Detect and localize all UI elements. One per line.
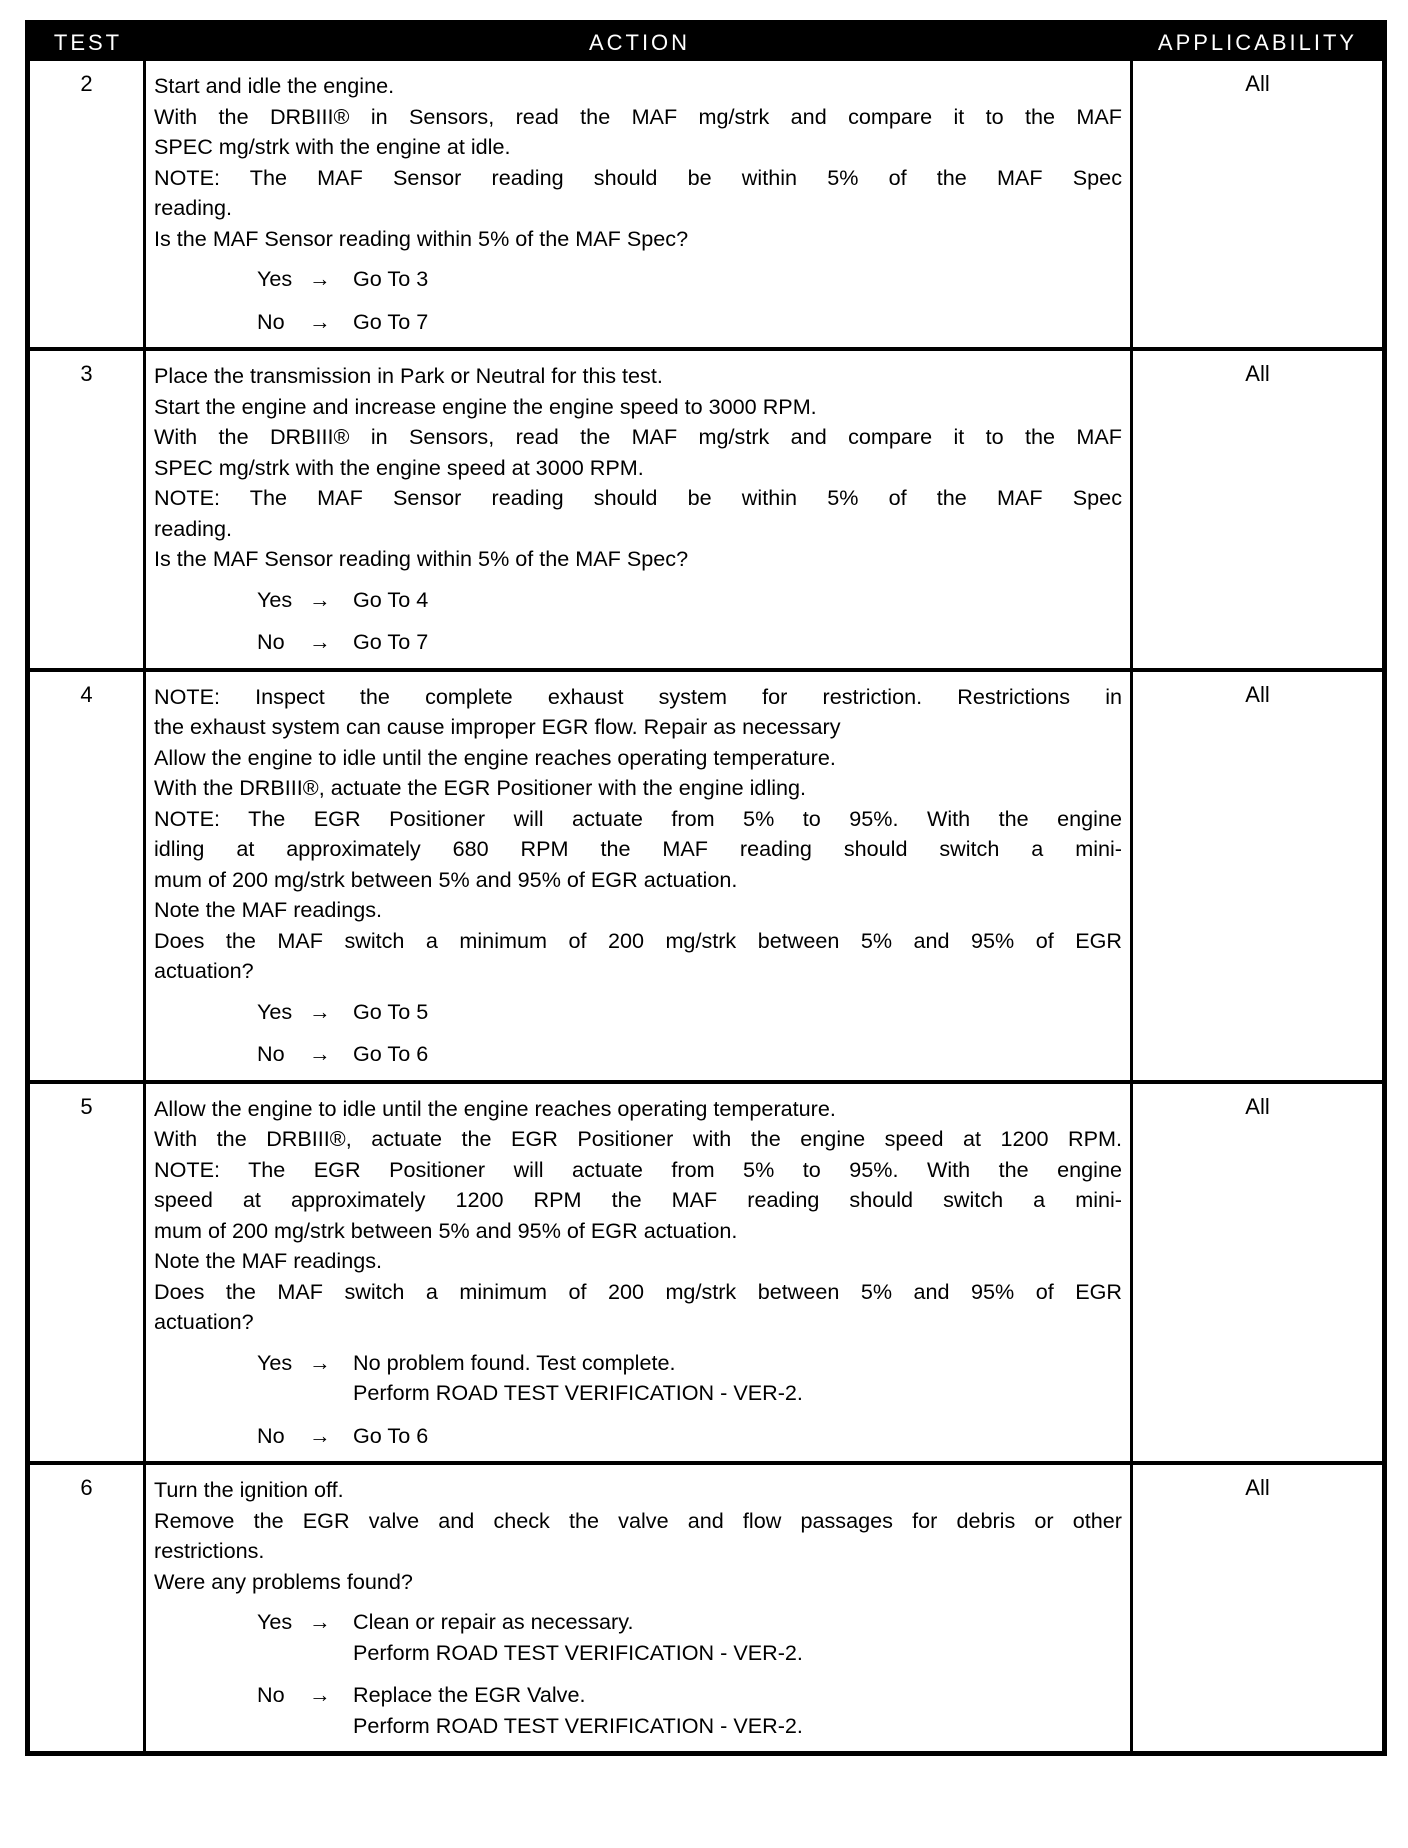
action-text-line: With the DRBIII®, actuate the EGR Positioner with the engine speed at 1200 RPM. [154,1126,1122,1151]
response-action-line: No problem found. Test complete. [353,1349,676,1375]
response-action-line: Perform ROAD TEST VERIFICATION - VER-2. [353,1712,803,1738]
action-text-line: the exhaust system can cause improper EGR flow. Repair as necessary [154,714,841,739]
action-text-line: Turn the ignition off. [154,1477,344,1502]
action-cell [146,672,1133,1080]
response-no [154,1039,1122,1070]
arrow-right-icon: → [309,308,331,334]
action-text-line: Note the MAF readings. [154,897,383,922]
response-label: Yes [257,266,293,291]
test-number: 6 [30,1465,146,1751]
test-number: 3 [30,351,146,668]
response-no [154,1680,1122,1741]
response-label: No [257,308,285,334]
test-number: 2 [30,61,146,347]
action-text-line: Is the MAF Sensor reading within 5% of the MAF Spec? [154,225,689,251]
response-no [154,307,1122,338]
response-action [353,1421,1122,1452]
arrow-right-icon: → [309,629,331,654]
action-text-line: NOTE: The EGR Positioner will actuate from 5% to 95%. With the engine [154,1156,1122,1182]
arrow-right-icon: → [309,1041,331,1066]
response-label: Yes [257,998,293,1024]
diagnostic-test-table [25,20,1387,1756]
response-action [353,627,1122,658]
response-no [154,627,1122,658]
action-text-line: mum of 200 mg/strk between 5% and 95% of EGR actuation. [154,1217,738,1243]
action-cell [146,1084,1133,1462]
action-text-line: With the DRBIII® in Sensors, read the MAF mg/strk and compare it to the MAF [154,103,1122,129]
response-list [154,264,1122,337]
response-list [154,585,1122,658]
action-text-line: With the DRBIII®, actuate the EGR Positioner with the engine idling. [154,775,807,800]
action-text-line: NOTE: Inspect the complete exhaust system for restriction. Restrictions in [154,683,1122,709]
response-label: Yes [257,1349,293,1375]
response-action-line: Go To 3 [353,266,429,291]
action-text-line: Does the MAF switch a minimum of 200 mg/strk between 5% and 95% of EGR [154,1278,1122,1304]
applicability-cell: All [1245,71,1270,96]
action-text-line: actuation? [154,958,254,983]
applicability-cell: All [1245,681,1270,707]
action-text-line: NOTE: The EGR Positioner will actuate from 5% to 95%. With the engine [154,805,1122,831]
response-yes [154,997,1122,1028]
response-action-line: Go To 6 [353,1422,429,1448]
table-row [30,1080,1382,1462]
response-list [154,1607,1122,1741]
response-action [353,307,1122,338]
response-yes [154,1348,1122,1409]
response-yes [154,264,1122,295]
action-text-line: reading. [154,195,233,220]
response-action-line: Replace the EGR Valve. [353,1682,586,1707]
action-cell [146,351,1133,668]
arrow-right-icon: → [309,998,331,1024]
test-number: 4 [30,672,146,1080]
response-list [154,1348,1122,1452]
arrow-right-icon: → [309,1682,331,1707]
response-action-line: Go To 7 [353,308,429,334]
table-body [30,61,1382,1751]
response-action-line: Go To 4 [353,586,429,612]
response-label: No [257,629,285,654]
response-list [154,997,1122,1070]
response-label: No [257,1682,285,1707]
arrow-right-icon: → [309,1609,331,1634]
action-text-line: Allow the engine to idle until the engine reaches operating temperature. [154,744,836,770]
action-text-line: Note the MAF readings. [154,1248,383,1273]
action-text-line: With the DRBIII® in Sensors, read the MAF mg/strk and compare it to the MAF [154,424,1122,449]
action-text-line: Were any problems found? [154,1568,413,1594]
response-action-line: Go To 7 [353,629,429,654]
action-text-line: actuation? [154,1309,254,1334]
response-action [353,1348,1122,1409]
applicability-cell: All [1245,1093,1270,1119]
response-action-line: Perform ROAD TEST VERIFICATION - VER-2. [353,1380,803,1405]
response-action [353,585,1122,616]
arrow-right-icon: → [309,1349,331,1375]
action-text-line: Remove the EGR valve and check the valve and flow passages for debris or other [154,1507,1122,1533]
action-text-line: mum of 200 mg/strk between 5% and 95% of EGR actuation. [154,866,738,892]
arrow-right-icon: → [309,266,331,291]
applicability-cell: All [1245,361,1270,386]
action-cell [146,61,1133,347]
table-row [30,668,1382,1080]
response-label: No [257,1422,285,1448]
response-action-line: Go To 6 [353,1041,429,1066]
action-text-line: reading. [154,515,233,541]
table-row [30,1461,1382,1751]
response-action [353,1039,1122,1070]
action-text-line: NOTE: The MAF Sensor reading should be within 5% of the MAF Spec [154,164,1122,190]
action-text-line: SPEC mg/strk with the engine speed at 3000 RPM. [154,454,644,480]
action-text-line: Allow the engine to idle until the engine reaches operating temperature. [154,1095,836,1121]
action-text-line: idling at approximately 680 RPM the MAF reading should switch a mini- [154,836,1122,861]
response-label: No [257,1041,285,1066]
header-test: TEST [53,30,123,55]
action-text-line: Start the engine and increase engine the engine speed to 3000 RPM. [154,393,817,419]
response-action-line: Go To 5 [353,998,429,1024]
header-action: ACTION [588,30,691,55]
action-text-line: SPEC mg/strk with the engine at idle. [154,134,511,159]
arrow-right-icon: → [309,586,331,612]
arrow-right-icon: → [309,1422,331,1448]
response-label: Yes [257,586,293,612]
response-action-line: Perform ROAD TEST VERIFICATION - VER-2. [353,1639,803,1665]
test-number: 5 [30,1084,146,1462]
response-action [353,1607,1122,1668]
action-text-line: speed at approximately 1200 RPM the MAF reading should switch a mini- [154,1187,1122,1212]
action-text-line: Is the MAF Sensor reading within 5% of the MAF Spec? [154,546,689,571]
response-label: Yes [257,1609,293,1634]
table-row [30,61,1382,347]
action-text-line: Place the transmission in Park or Neutral for this test. [154,363,663,388]
response-action [353,1680,1122,1741]
response-action [353,997,1122,1028]
action-text-line: Does the MAF switch a minimum of 200 mg/strk between 5% and 95% of EGR [154,927,1122,953]
header-applicability: APPLICABILITY [1157,30,1358,55]
table-header [30,25,1382,61]
action-text-line: NOTE: The MAF Sensor reading should be within 5% of the MAF Spec [154,485,1122,510]
table-row [30,347,1382,668]
response-action-line: Clean or repair as necessary. [353,1609,634,1634]
response-yes [154,585,1122,616]
action-cell [146,1465,1133,1751]
applicability-cell: All [1245,1475,1270,1500]
action-text-line: restrictions. [154,1538,265,1563]
response-no [154,1421,1122,1452]
action-text-line: Start and idle the engine. [154,73,395,98]
response-action [353,264,1122,295]
response-yes [154,1607,1122,1668]
